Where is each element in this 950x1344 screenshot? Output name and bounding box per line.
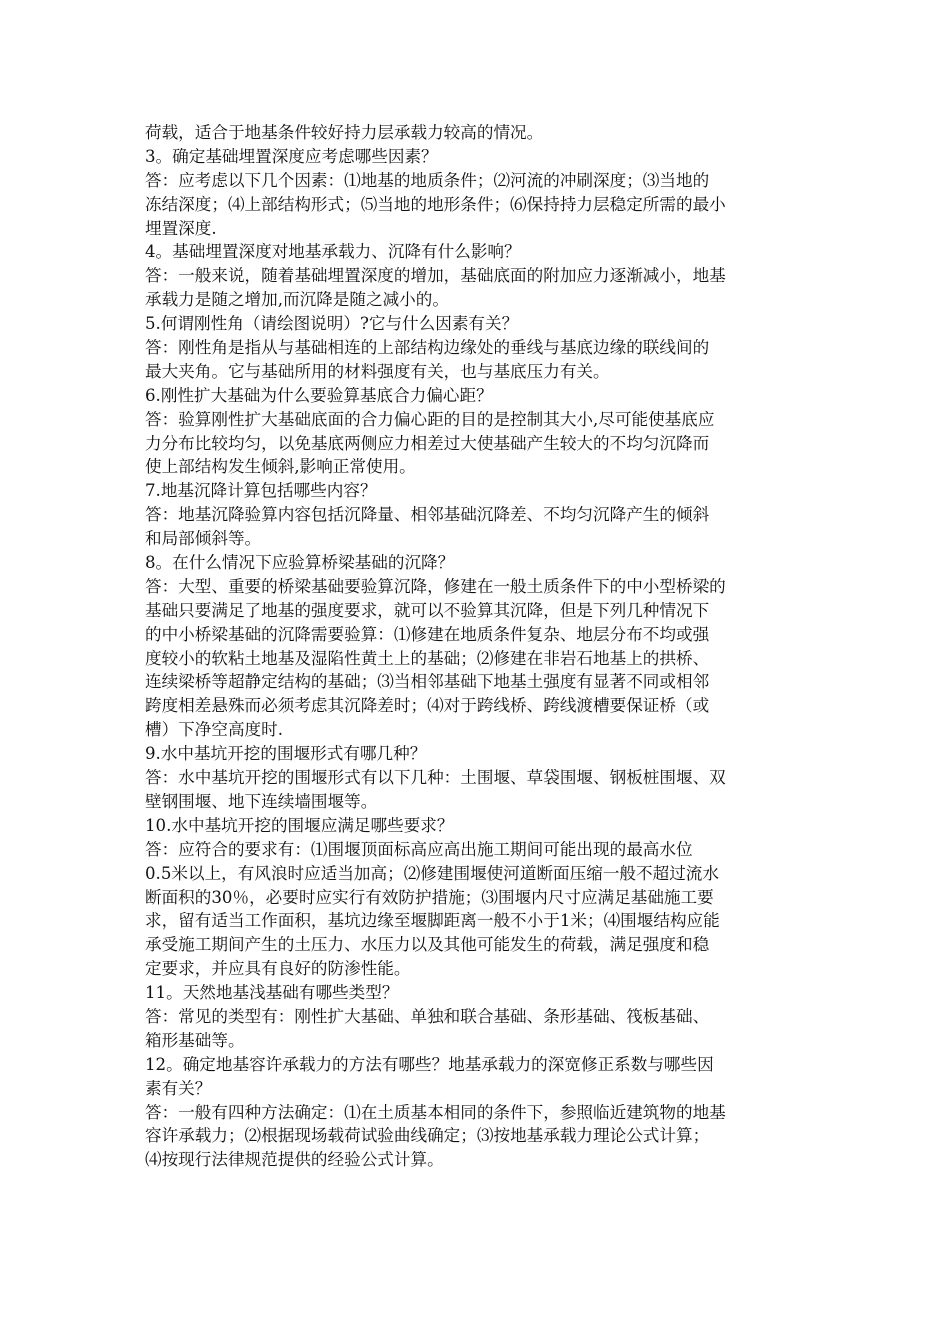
text-line: 7.地基沉降计算包括哪些内容？ (145, 481, 377, 501)
text-line: 连续梁桥等超静定结构的基础；⑶当相邻基础下地基土强度有显著不同或相邻 (145, 672, 710, 692)
text-line: 答：常见的类型有：刚性扩大基础、单独和联合基础、条形基础、筏板基础、 (145, 1006, 710, 1026)
text-line: 答：验算刚性扩大基础底面的合力偏心距的目的是控制其大小,尽可能使基底应 (145, 409, 715, 429)
text-line: 力分布比较均匀，以免基底两侧应力相差过大使基础产生较大的不均匀沉降而 (145, 433, 710, 453)
text-line: 埋置深度. (145, 218, 217, 238)
text-line: 答：大型、重要的桥梁基础要验算沉降，修建在一般土质条件下的中小型桥梁的 (145, 576, 726, 596)
text-line: 箱形基础等。 (145, 1030, 245, 1050)
text-line: 答：水中基坑开挖的围堰形式有以下几种：土围堰、草袋围堰、钢板桩围堰、双 (145, 768, 726, 788)
text-line: 基础只要满足了地基的强度要求，就可以不验算其沉降，但是下列几种情况下 (145, 600, 710, 620)
text-line: 答：一般有四种方法确定：⑴在土质基本相同的条件下，参照临近建筑物的地基 (145, 1102, 726, 1122)
text-line: 的中小桥梁基础的沉降需要验算：⑴修建在地质条件复杂、地层分布不均或强 (145, 624, 710, 644)
text-line: 答：应考虑以下几个因素：⑴地基的地质条件；⑵河流的冲刷深度；⑶当地的 (145, 170, 710, 190)
text-line: 壁钢围堰、地下连续墙围堰等。 (145, 791, 378, 811)
text-line: 和局部倾斜等。 (145, 529, 262, 549)
text-line: 答：一般来说，随着基础埋置深度的增加，基础底面的附加应力逐渐减小，地基 (145, 266, 726, 286)
text-line: 求，留有适当工作面积，基坑边缘至堰脚距离一般不小于1米；⑷围堰结构应能 (145, 911, 720, 931)
text-line: 荷载，适合于地基条件较好持力层承载力较高的情况。 (145, 123, 544, 142)
text-line: 断面积的30％，必要时应实行有效防护措施；⑶围堰内尺寸应满足基础施工要 (145, 887, 714, 907)
text-line: 槽）下净空高度时. (145, 720, 284, 740)
text-line: 8。在什么情况下应验算桥梁基础的沉降？ (145, 553, 455, 573)
text-line: 度较小的软粘土地基及湿陷性黄土上的基础；⑵修建在非岩石地基上的拱桥、 (145, 648, 710, 668)
text-line: 承受施工期间产生的土压力、水压力以及其他可能发生的荷载，满足强度和稳 (145, 935, 710, 955)
text-line: 使上部结构发生倾斜,影响正常使用。 (145, 457, 416, 477)
text-line: 9.水中基坑开挖的围堰形式有哪几种？ (145, 744, 427, 764)
text-line: 答：刚性角是指从与基础相连的上部结构边缘处的垂线与基底边缘的联线间的 (145, 338, 710, 358)
text-line: 承载力是随之增加,而沉降是随之减小的。 (145, 290, 449, 310)
text-line: 4。基础埋置深度对地基承载力、沉降有什么影响？ (145, 242, 521, 262)
text-line: 答：地基沉降验算内容包括沉降量、相邻基础沉降差、不均匀沉降产生的倾斜 (145, 505, 710, 525)
text-line: 容许承载力；⑵根据现场载荷试验曲线确定；⑶按地基承载力理论公式计算； (145, 1126, 710, 1146)
text-line: ⑷按现行法律规范提供的经验公式计算。 (145, 1150, 444, 1170)
text-line: 冻结深度；⑷上部结构形式；⑸当地的地形条件；⑹保持持力层稳定所需的最小 (145, 194, 726, 214)
text-line: 跨度相差悬殊而必须考虑其沉降差时；⑷对于跨线桥、跨线渡槽要保证桥（或 (145, 696, 710, 716)
text-line: 6.刚性扩大基础为什么要验算基底合力偏心距？ (145, 385, 493, 405)
text-line: 0.5米以上，有风浪时应适当加高；⑵修建围堰使河道断面压缩一般不超过流水 (145, 863, 719, 883)
text-line: 10.水中基坑开挖的围堰应满足哪些要求？ (145, 815, 454, 835)
text-line: 答：应符合的要求有：⑴围堰顶面标高应高出施工期间可能出现的最高水位 (145, 839, 693, 859)
text-line: 11。天然地基浅基础有哪些类型？ (145, 983, 399, 1003)
text-line: 5.何谓刚性角（请绘图说明）?它与什么因素有关？ (145, 314, 519, 334)
text-line: 12。确定地基容许承载力的方法有哪些？地基承载力的深宽修正系数与哪些因 (145, 1054, 714, 1074)
text-line: 定要求，并应具有良好的防渗性能。 (145, 959, 411, 979)
document-body (145, 121, 810, 1172)
text-line: 素有关？ (145, 1078, 212, 1098)
text-line: 3。确定基础埋置深度应考虑哪些因素？ (145, 146, 438, 166)
text-line: 最大夹角。它与基础所用的材料强度有关，也与基底压力有关。 (145, 361, 610, 381)
